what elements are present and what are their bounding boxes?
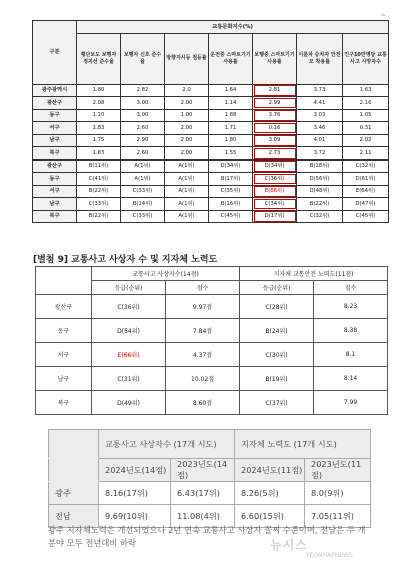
table2-cell: 8.1 bbox=[314, 343, 388, 367]
table1-cell: 2.99 bbox=[253, 97, 297, 110]
table2-cell: D(49위) bbox=[92, 391, 166, 415]
table2-cell: 8.38 bbox=[314, 319, 388, 343]
table-row bbox=[33, 134, 389, 147]
table1-cell: 1.64 bbox=[209, 84, 253, 97]
table1-cell: C(36위) bbox=[253, 173, 297, 186]
table1-cell: 1.00 bbox=[165, 109, 209, 122]
table1-cell: 3.09 bbox=[253, 134, 297, 147]
table3-cell: 7.05(11위) bbox=[305, 505, 371, 528]
table2-cell: 10.02점 bbox=[166, 367, 240, 391]
table1-cell: 1.83 bbox=[77, 147, 121, 160]
province-comparison-table bbox=[48, 429, 371, 528]
table1-column-header: 보행중 스마트기기 사용률 bbox=[253, 33, 297, 84]
table3-group2: 지자체 노력도 (17개 시도) bbox=[235, 430, 371, 459]
table-row bbox=[33, 109, 389, 122]
table1-cell: 1.71 bbox=[209, 122, 253, 135]
table1-cell: C(41위) bbox=[77, 173, 121, 186]
table3-row-label: 전남 bbox=[49, 505, 99, 528]
table1-column-header: 이륜차 승차자 안전모 착용률 bbox=[297, 33, 343, 84]
table3-subheader: 2024년도(14점) bbox=[99, 459, 171, 482]
table1-cell: D(48위) bbox=[297, 185, 343, 198]
table1-cell: A(1위) bbox=[165, 173, 209, 186]
table1-cell: 2.73 bbox=[253, 147, 297, 160]
table1-cell: 2.00 bbox=[165, 97, 209, 110]
table1-cell: D(34위) bbox=[209, 160, 253, 173]
table2-subheader: 등급(순위) bbox=[240, 281, 314, 295]
table1-cell: 2.00 bbox=[165, 122, 209, 135]
table3-cell: 9.69(10위) bbox=[99, 505, 171, 528]
table1-cell: C(45위) bbox=[343, 210, 389, 223]
table1-cell: D(47위) bbox=[343, 198, 389, 211]
table1-cell: B(16위) bbox=[209, 198, 253, 211]
table1-cell: C(32위) bbox=[343, 160, 389, 173]
table1-cell: 2.00 bbox=[165, 147, 209, 160]
table1-cell: B(22위) bbox=[297, 198, 343, 211]
table1-cell: 3.72 bbox=[297, 147, 343, 160]
table1-cell: 1.80 bbox=[77, 84, 121, 97]
table3-subheader: 2023년도(14점) bbox=[171, 459, 235, 482]
table1-cell: B(18위) bbox=[297, 160, 343, 173]
table1-cell: 2.0 bbox=[165, 84, 209, 97]
table1-cell: 3.76 bbox=[253, 109, 297, 122]
table2-cell: C(37위) bbox=[240, 391, 314, 415]
table2-cell: D(54위) bbox=[92, 319, 166, 343]
table-row bbox=[33, 198, 389, 211]
table1-cell: A(1위) bbox=[165, 198, 209, 211]
table-row bbox=[36, 367, 388, 391]
table2-cell: B(19위) bbox=[240, 367, 314, 391]
table1-cell: 2.60 bbox=[121, 147, 165, 160]
table2-row-label: 동구 bbox=[36, 319, 92, 343]
table1-cell: B(14위) bbox=[121, 198, 165, 211]
table3-cell: 6.60(15위) bbox=[235, 505, 305, 528]
table1-cell: 2.60 bbox=[121, 122, 165, 135]
table1-cell: A(1위) bbox=[121, 160, 165, 173]
table-row bbox=[33, 84, 389, 97]
table1-row-label: 북구 bbox=[33, 210, 77, 223]
table2-group2: 지자체 교통안전 노력도(11점) bbox=[240, 267, 388, 281]
table1-cell: 1.05 bbox=[343, 109, 389, 122]
table1-cell: B(17위) bbox=[209, 173, 253, 186]
table1-cell: 2.82 bbox=[121, 84, 165, 97]
table1-header-left: 구분 bbox=[33, 21, 77, 85]
table2-cell: C(31위) bbox=[92, 367, 166, 391]
table1-cell: A(1위) bbox=[121, 173, 165, 186]
table3-cell: 11.08(4위) bbox=[171, 505, 235, 528]
casualty-effort-table bbox=[35, 266, 388, 415]
table2-cell: 4.37점 bbox=[166, 343, 240, 367]
table2-cell: 7.84점 bbox=[166, 319, 240, 343]
table2-corner bbox=[36, 267, 92, 295]
table1-cell: 2.81 bbox=[253, 84, 297, 97]
table1-cell: D(34위) bbox=[253, 160, 297, 173]
table-row bbox=[33, 147, 389, 160]
table3-corner-lower bbox=[49, 459, 99, 482]
table1-cell: 0.16 bbox=[253, 122, 297, 135]
table1-cell: 1.83 bbox=[77, 122, 121, 135]
table1-row-label: 광산구 bbox=[33, 160, 77, 173]
table2-row-label: 북구 bbox=[36, 391, 92, 415]
table2-row-label: 광산구 bbox=[36, 295, 92, 319]
table1-cell: C(45위) bbox=[209, 210, 253, 223]
table2-cell: C(30위) bbox=[240, 343, 314, 367]
table2-cell: 9.97점 bbox=[166, 295, 240, 319]
table1-cell: 1.10 bbox=[77, 109, 121, 122]
table2-row-label: 남구 bbox=[36, 367, 92, 391]
table1-cell: C(34위) bbox=[253, 198, 297, 211]
table1-cell: 1.75 bbox=[77, 134, 121, 147]
table1-row-label: 동구 bbox=[33, 109, 77, 122]
table1-cell: 1.63 bbox=[343, 84, 389, 97]
table1-row-label: 광산구 bbox=[33, 97, 77, 110]
table1-cell: D(56위) bbox=[297, 173, 343, 186]
table1-cell: B(22위) bbox=[77, 185, 121, 198]
table-row bbox=[33, 122, 389, 135]
table1-cell: A(1위) bbox=[165, 210, 209, 223]
table1-cell: 2.00 bbox=[165, 134, 209, 147]
table-row bbox=[36, 391, 388, 415]
table1-cell: 4.41 bbox=[297, 97, 343, 110]
footnote: 광주 지자체노력은 개선되었으나 2년 연속 교통사고 사상자 꼴찌 수준이며, 전남은 두 개 분야 모두 전년대비 하락 bbox=[48, 525, 366, 548]
table2-cell: 7.99 bbox=[314, 391, 388, 415]
table1-header-group: 교통문화지수(%) bbox=[77, 21, 389, 34]
table-row bbox=[33, 173, 389, 186]
table2-cell: 8.23 bbox=[314, 295, 388, 319]
table1-row-label: 남구 bbox=[33, 134, 77, 147]
table1-row-label: 광주광역시 bbox=[33, 84, 77, 97]
table1-cell: B(22위) bbox=[77, 210, 121, 223]
table-row bbox=[33, 160, 389, 173]
section-heading: [별첨 9] 교통사고 사상자 수 및 지자체 노력도 bbox=[33, 255, 218, 265]
table1-cell: 3.00 bbox=[121, 109, 165, 122]
table2-cell: C(28위) bbox=[240, 295, 314, 319]
table1-cell: C(33위) bbox=[77, 198, 121, 211]
table2-subheader: 점수 bbox=[314, 281, 388, 295]
news-watermark-sub: YEONHAPNEWS bbox=[306, 552, 353, 559]
table1-cell: E(64위) bbox=[343, 185, 389, 198]
table2-cell: 8.14 bbox=[314, 367, 388, 391]
table1-cell: 2.11 bbox=[343, 147, 389, 160]
table1-cell: D(17위) bbox=[253, 210, 297, 223]
table1-row-label: 동구 bbox=[33, 173, 77, 186]
table1-cell: 3.03 bbox=[297, 109, 343, 122]
table-row bbox=[33, 185, 389, 198]
table1-row-label: 북구 bbox=[33, 147, 77, 160]
table1-cell: A(1위) bbox=[165, 185, 209, 198]
table1-cell: 2.08 bbox=[77, 97, 121, 110]
table2-subheader: 점수 bbox=[166, 281, 240, 295]
table3-cell: 8.16(17위) bbox=[99, 482, 171, 505]
table2-subheader: 등급(순위) bbox=[92, 281, 166, 295]
table-row bbox=[36, 343, 388, 367]
table1-column-header: 횡단보도 보행자 정지선 준수율 bbox=[77, 33, 121, 84]
table-row bbox=[33, 97, 389, 110]
table2-group1: 교통사고 사상자수(14점) bbox=[92, 267, 240, 281]
table1-cell: A(1위) bbox=[165, 160, 209, 173]
table3-cell: 8.0(9위) bbox=[305, 482, 371, 505]
table1-cell: D(61위) bbox=[343, 173, 389, 186]
table1-cell: 1.14 bbox=[209, 97, 253, 110]
table3-group1: 교통사고 사상자수 (17개 시도) bbox=[99, 430, 235, 459]
table3-row-label: 광주 bbox=[49, 482, 99, 505]
traffic-culture-index-table bbox=[32, 20, 389, 223]
table1-column-header: 인구10만명당 교통사고 사망자수 bbox=[343, 33, 389, 84]
corner-mark: ~ bbox=[381, 12, 387, 19]
table1-row-label: 서구 bbox=[33, 122, 77, 135]
table2-cell: E(66위) bbox=[92, 343, 166, 367]
table-row bbox=[36, 319, 388, 343]
table2-cell: B(24위) bbox=[240, 319, 314, 343]
table1-cell: 0.31 bbox=[343, 122, 389, 135]
table1-column-header: 방향지시등 점등률 bbox=[165, 33, 209, 84]
table1-row-label: 남구 bbox=[33, 198, 77, 211]
table1-cell: 3.46 bbox=[297, 122, 343, 135]
table1-column-header: 보행자 신호 준수율 bbox=[121, 33, 165, 84]
table1-cell: 4.01 bbox=[297, 134, 343, 147]
table1-column-header: 운전중 스마트기기 사용률 bbox=[209, 33, 253, 84]
table-row bbox=[36, 295, 388, 319]
table3-corner bbox=[49, 430, 99, 459]
table-row bbox=[49, 482, 371, 505]
table1-cell: 3.00 bbox=[121, 97, 165, 110]
table1-cell: 2.16 bbox=[343, 97, 389, 110]
table1-cell: 2.90 bbox=[121, 134, 165, 147]
table1-cell: C(32위) bbox=[297, 210, 343, 223]
table2-row-label: 서구 bbox=[36, 343, 92, 367]
table2-cell: C(36위) bbox=[92, 295, 166, 319]
table1-cell: 3.73 bbox=[297, 84, 343, 97]
table1-cell: 1.88 bbox=[209, 109, 253, 122]
table1-cell: 2.02 bbox=[343, 134, 389, 147]
table1-cell: C(35위) bbox=[209, 185, 253, 198]
table1-cell: 1.80 bbox=[209, 134, 253, 147]
table1-cell: E(66위) bbox=[253, 185, 297, 198]
news-watermark: 뉴시스 bbox=[270, 538, 308, 552]
table1-cell: C(33위) bbox=[121, 210, 165, 223]
table3-cell: 6.43(17위) bbox=[171, 482, 235, 505]
table-row bbox=[33, 210, 389, 223]
table1-cell: 1.55 bbox=[209, 147, 253, 160]
table3-cell: 8.26(5위) bbox=[235, 482, 305, 505]
table1-row-label: 서구 bbox=[33, 185, 77, 198]
table3-subheader: 2023년도(11점) bbox=[305, 459, 371, 482]
table2-cell: 8.60점 bbox=[166, 391, 240, 415]
table1-cell: C(33위) bbox=[121, 185, 165, 198]
table1-cell: B(11위) bbox=[77, 160, 121, 173]
table3-subheader: 2024년도(11점) bbox=[235, 459, 305, 482]
